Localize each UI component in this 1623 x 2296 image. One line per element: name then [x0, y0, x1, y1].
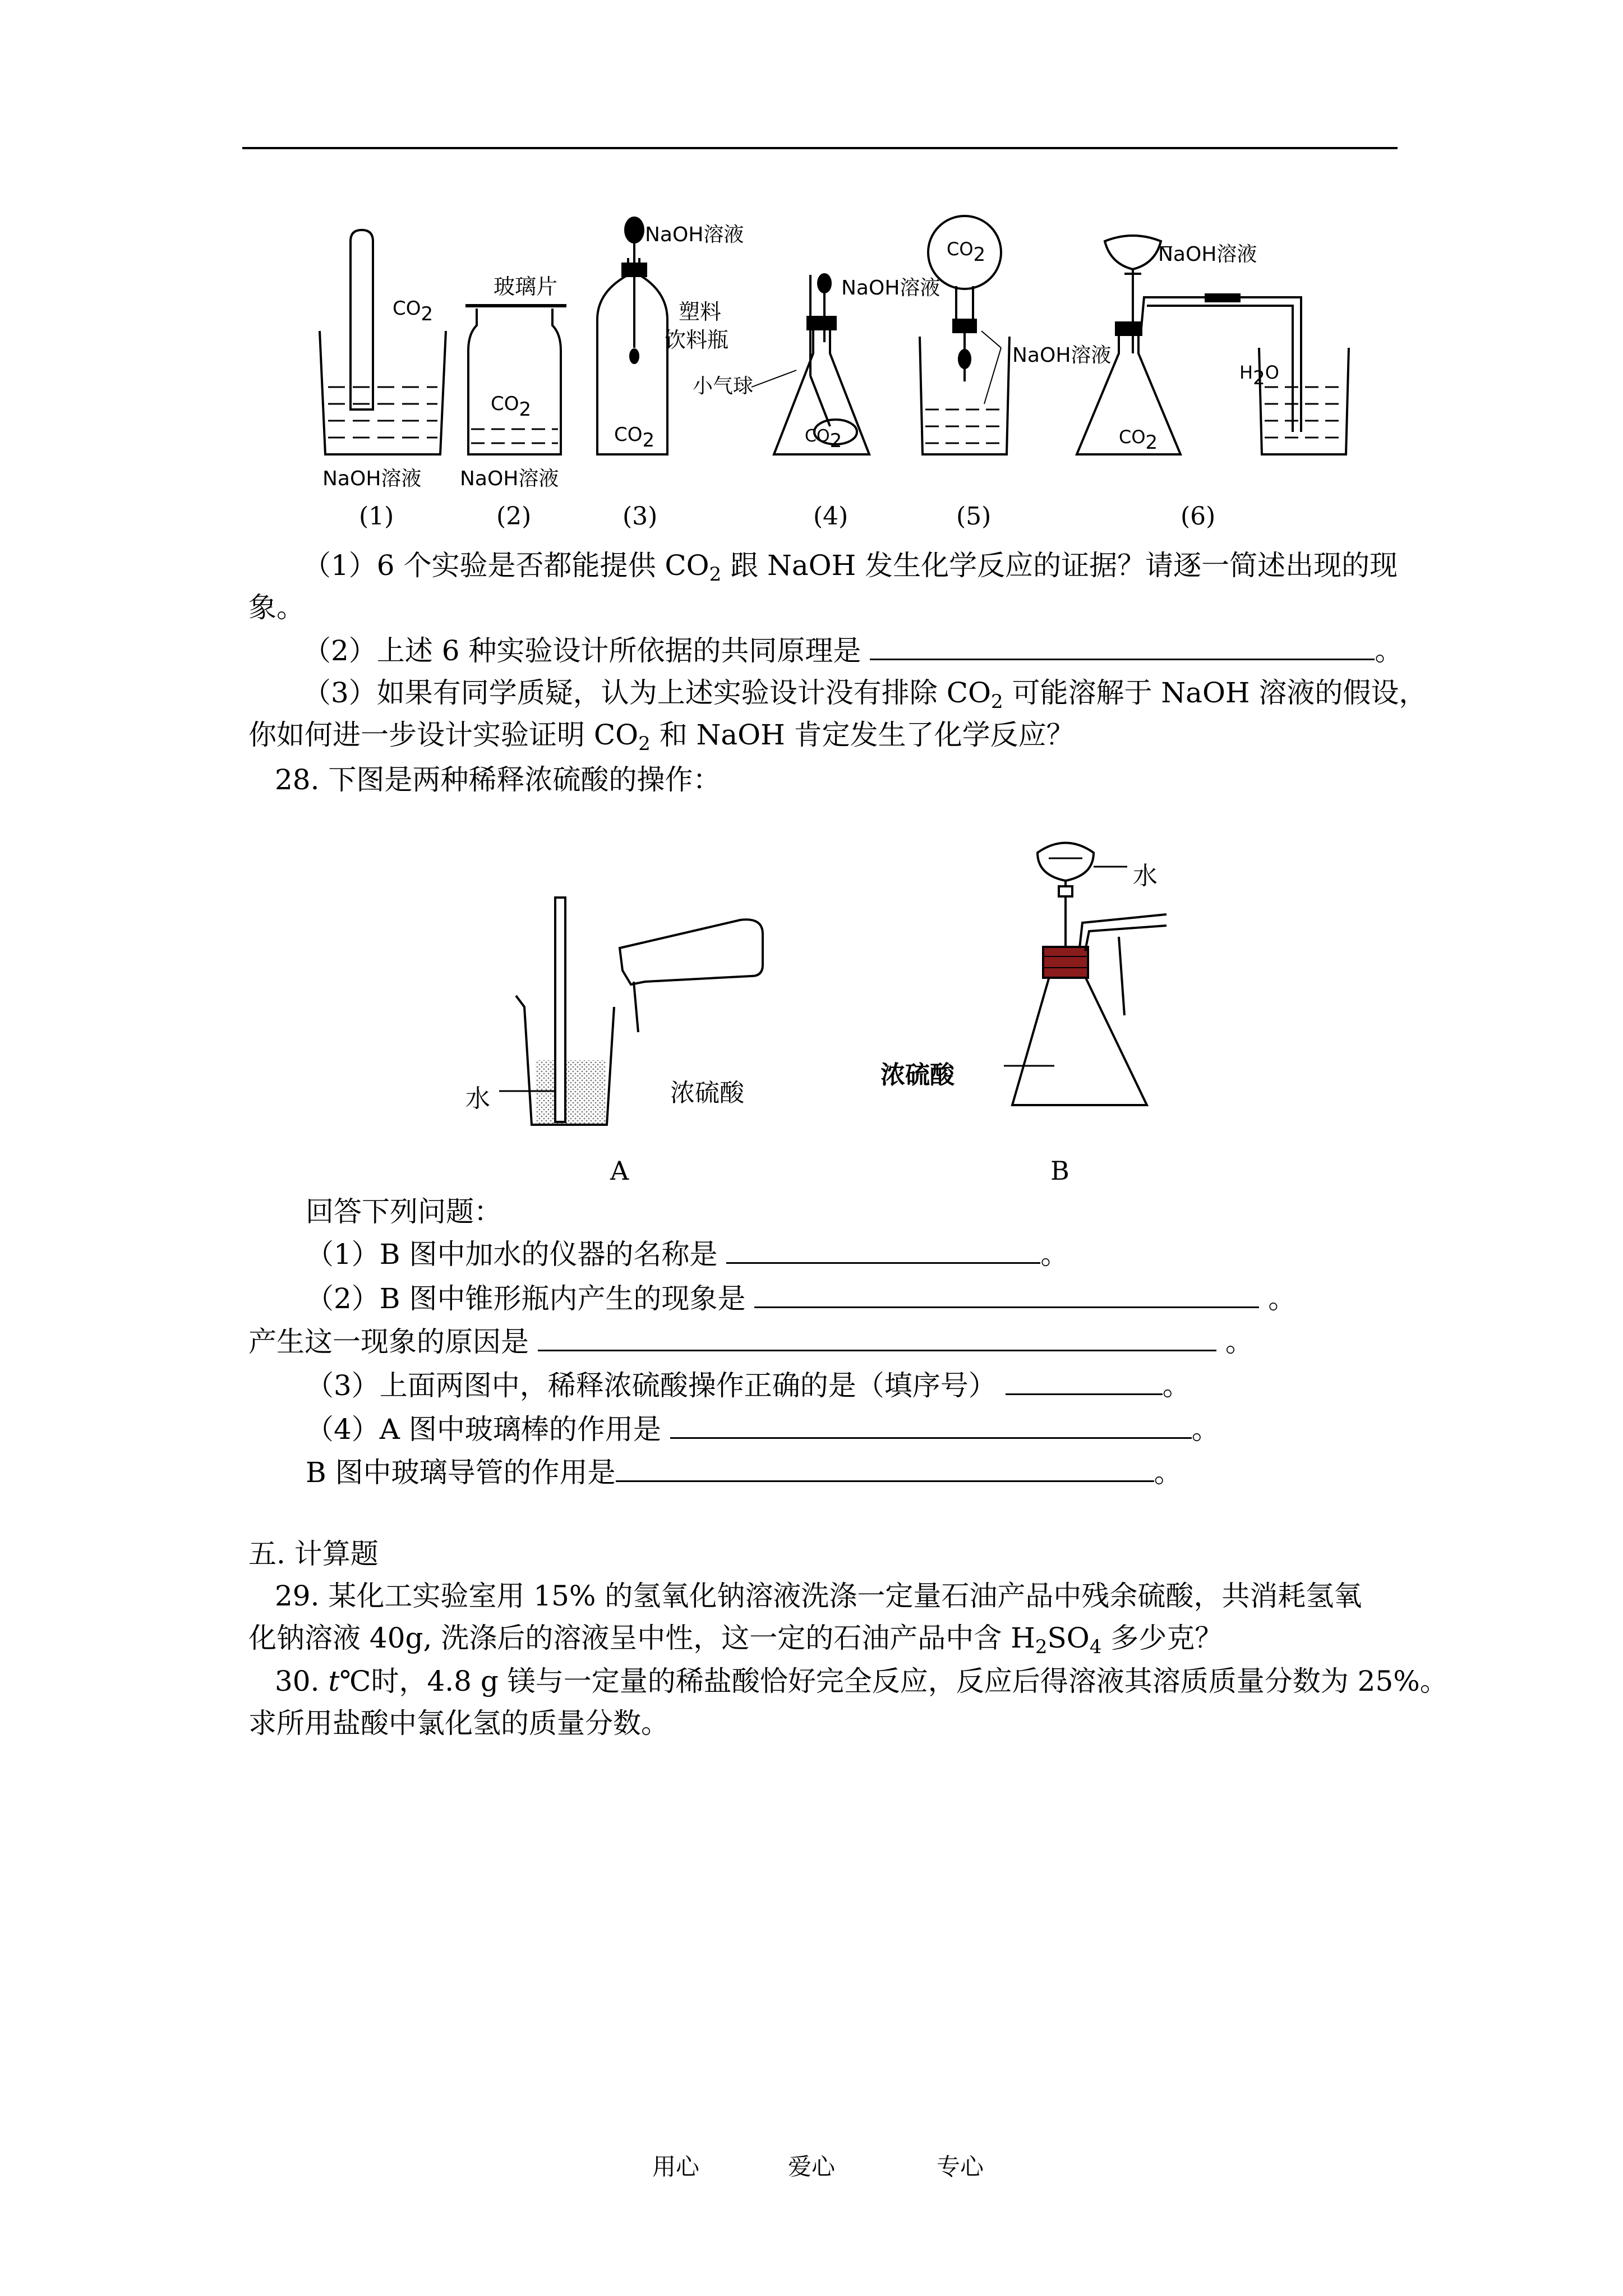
footer-text-2: 爱心	[788, 2153, 836, 2180]
q28-sub2: （2）B 图中锥形瓶内产生的现象是 。	[306, 1282, 1297, 1315]
plastic-bottle-label-2: 饮料瓶	[665, 328, 729, 352]
q28-sub5: B 图中玻璃导管的作用是 。	[306, 1456, 1182, 1489]
q27-part3-line1: （3）如果有同学质疑，认为上述实验设计没有排除 $CO_2$ 可能溶解于 NaOH 溶液的假设，	[303, 677, 1427, 713]
q28-blank-3[interactable]	[1006, 1369, 1163, 1395]
dilution-figure-b	[987, 813, 1189, 1116]
fig-b-caption: B	[1050, 1156, 1069, 1186]
co2-label-2: CO2	[491, 393, 532, 421]
q28-sub1: （1）B 图中加水的仪器的名称是 。	[306, 1238, 1069, 1271]
naoh-label-1: NaOH溶液	[322, 467, 422, 490]
q28-blank-2b[interactable]	[538, 1325, 1216, 1351]
co2-label-4: CO2	[805, 426, 842, 452]
glass-plate-label: 玻璃片	[494, 274, 558, 299]
footer-text-3: 专心	[937, 2153, 984, 2180]
q27-part1-line1: （1）6 个实验是否都能提供 $CO_2$ 跟 NaOH 发生化学反应的证据？请逐一简述出现的现	[303, 549, 1398, 586]
q29-line1: 29. 某化工实验室用 15% 的氢氧化钠溶液洗涤一定量石油产品中残余硫酸，共消耗氢氧	[275, 1580, 1362, 1612]
fig1-number-4: (4)	[813, 502, 849, 531]
header-rule	[242, 147, 1398, 149]
fig-b-acid-label: 浓硫酸	[880, 1061, 955, 1089]
co2-label-6: CO2	[1119, 426, 1158, 454]
q29-line2: 化钠溶液 40g, 洗涤后的溶液呈中性，这一定的石油产品中含 $H_2SO_4$ 多少克？	[248, 1622, 1223, 1658]
q27-blank-2[interactable]	[870, 634, 1375, 660]
co2-label-1: CO2	[393, 297, 434, 325]
fig1-number-2: (2)	[496, 502, 532, 531]
fig1-number-1: (1)	[359, 502, 394, 531]
naoh-label-3: NaOH溶液	[645, 223, 744, 246]
q28-intro: 回答下列问题：	[306, 1195, 502, 1228]
q28-sub3: （3）上面两图中，稀释浓硫酸操作正确的是（填序号） 。	[306, 1369, 1191, 1402]
q30-line2: 求所用盐酸中氯化氢的质量分数。	[248, 1707, 669, 1740]
fig1-number-6: (6)	[1181, 502, 1216, 531]
q28-sub4: （4）A 图中玻璃棒的作用是 。	[306, 1413, 1220, 1446]
h2o-label: H2O	[1239, 362, 1279, 389]
fig1-number-5: (5)	[956, 502, 992, 531]
fig-b-water-label: 水	[1133, 862, 1158, 890]
naoh-label-5: NaOH溶液	[1012, 344, 1112, 367]
q28-stem: 28. 下图是两种稀释浓硫酸的操作：	[275, 763, 721, 796]
naoh-label-6: NaOH溶液	[1158, 243, 1257, 266]
co2-label-5: CO2	[947, 238, 986, 266]
q27-part1-line2: 象。	[248, 591, 305, 624]
q27-part3-line2: 你如何进一步设计实验证明 $CO_2$ 和 NaOH 肯定发生了化学反应？	[248, 719, 1075, 755]
dilution-figure-a	[460, 886, 808, 1133]
q28-blank-5[interactable]	[616, 1456, 1154, 1482]
footer-text-1: 用心	[652, 2153, 700, 2180]
section5-title: 五. 计算题	[248, 1538, 379, 1570]
naoh-label-4: NaOH溶液	[841, 277, 940, 300]
plastic-bottle-label-1: 塑料	[679, 300, 722, 324]
naoh-label-2: NaOH溶液	[460, 467, 559, 490]
fig-a-caption: A	[610, 1156, 629, 1186]
fig1-number-3: (3)	[623, 502, 658, 531]
fig-a-acid-label: 浓硫酸	[670, 1079, 744, 1107]
q28-blank-1[interactable]	[726, 1237, 1040, 1264]
small-balloon-label: 小气球	[693, 375, 754, 398]
q28-blank-2[interactable]	[754, 1282, 1259, 1308]
q30-line1: 30. t℃时，4.8 g 镁与一定量的稀盐酸恰好完全反应，反应后得溶液其溶质质量分数为 25%。	[275, 1665, 1448, 1697]
co2-label-3: CO2	[614, 424, 655, 452]
q28-sub2b: 产生这一现象的原因是 。	[248, 1326, 1253, 1358]
q27-part2: （2）上述 6 种实验设计所依据的共同原理是 。	[303, 634, 1403, 667]
fig-a-water-label: 水	[465, 1084, 490, 1113]
q28-blank-4[interactable]	[670, 1412, 1192, 1439]
